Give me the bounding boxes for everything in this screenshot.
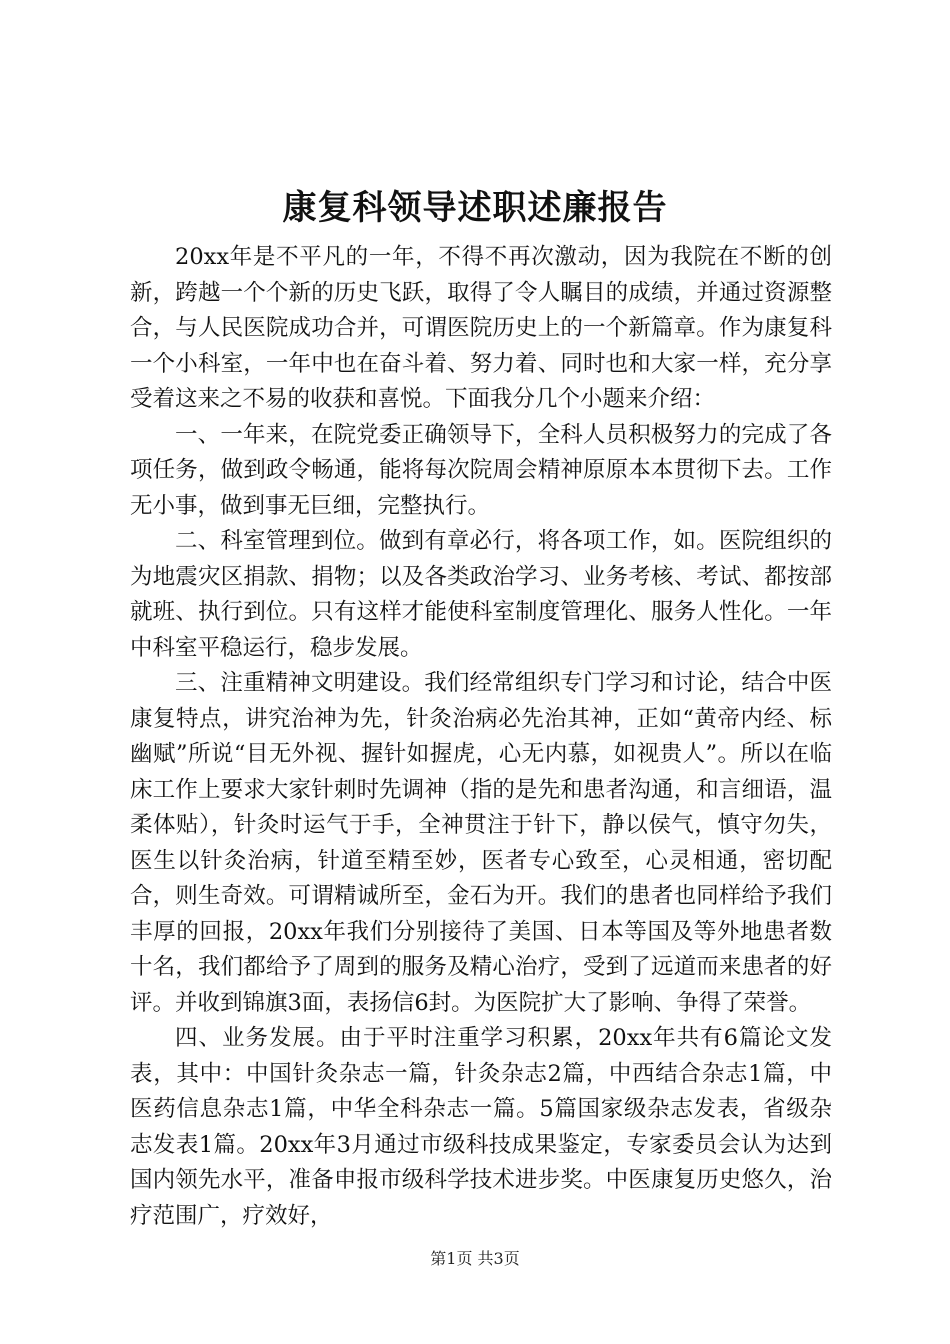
document-title: 康复科领导述职述廉报告 [282, 188, 668, 228]
page-footer: 第1页 共3页 [430, 1249, 520, 1268]
document-body [130, 240, 832, 1234]
paragraph-section-1: 一、一年来，在院党委正确领导下，全科人员积极努力的完成了各项任务，做到政令畅通，能将每次院周会精神原原本本贯彻下去。工作无小事，做到事无巨细，完整执行。 [130, 421, 832, 519]
paragraph-intro: 20xx年是不平凡的一年，不得不再次激动，因为我院在不断的创新，跨越一个个新的历史飞跃，取得了令人瞩目的成绩，并通过资源整合，与人民医院成功合并，可谓医院历史上的一个新篇章。作为康复科一个小科室，一年中也在奋斗着、努力着、同时也和大家一样，充分享受着这来之不易的收获和喜悦。下面我分几个小题来介绍： [130, 244, 832, 412]
paragraph-section-4: 四、业务发展。由于平时注重学习积累，20xx年共有6篇论文发表，其中：中国针灸杂志一篇，针灸杂志2篇，中西结合杂志1篇，中医药信息杂志1篇，中华全科杂志一篇。5篇国家级杂志发表，省级杂志发表1篇。20xx年3月通过市级科技成果鉴定，专家委员会认为达到国内领先水平，准备申报市级科学技术进步奖。中医康复历史悠久，治疗范围广，疗效好， [130, 1025, 832, 1229]
paragraph-section-3: 三、注重精神文明建设。我们经常组织专门学习和讨论，结合中医康复特点，讲究治神为先，针灸治病必先治其神，正如“黄帝内经、标幽赋”所说“目无外视、握针如握虎，心无内慕，如视贵人”。所以在临床工作上要求大家针刺时先调神（指的是先和患者沟通，和言细语，温柔体贴），针灸时运气于手，全神贯注于针下，静以侯气，慎守勿失，医生以针灸治病，针道至精至妙，医者专心致至，心灵相通，密切配合，则生奇效。可谓精诚所至，金石为开。我们的患者也同样给予我们丰厚的回报，20xx年我们分别接待了美国、日本等国及等外地患者数十名，我们都给予了周到的服务及精心治疗，受到了远道而来患者的好评。并收到锦旗3面，表扬信6封。为医院扩大了影响、争得了荣誉。 [130, 670, 832, 1016]
paragraph-section-2: 二、科室管理到位。做到有章必行，将各项工作，如。医院组织的为地震灾区捐款、捐物；以及各类政治学习、业务考核、考试、都按部就班、执行到位。只有这样才能使科室制度管理化、服务人性化。一年中科室平稳运行，稳步发展。 [130, 528, 832, 661]
